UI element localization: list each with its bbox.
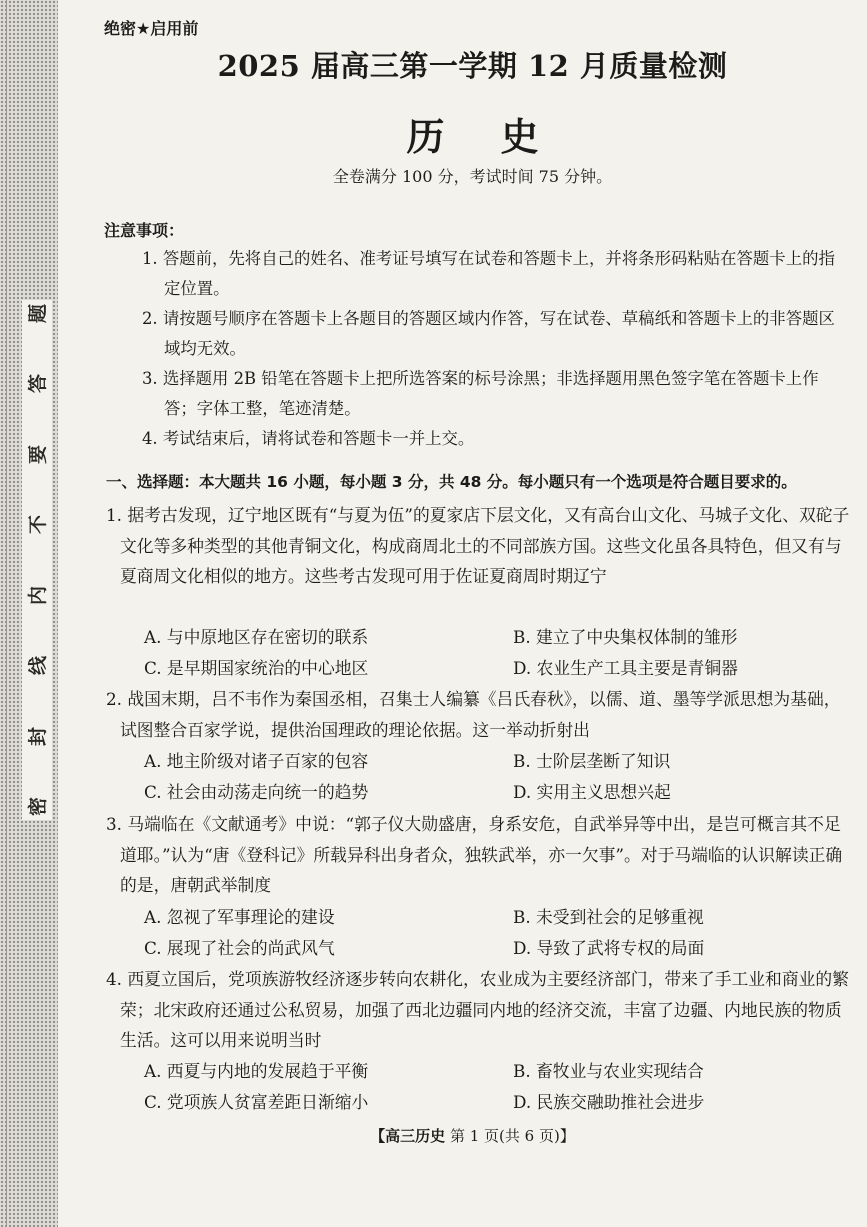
question-option: A. 忽视了军事理论的建设 xyxy=(144,907,335,927)
seal-line-text xyxy=(22,300,52,820)
question-option: B. 建立了中央集权体制的雏形 xyxy=(513,627,738,647)
question-option: A. 地主阶级对诸子百家的包容 xyxy=(144,751,369,771)
question-option: A. 西夏与内地的发展趋于平衡 xyxy=(144,1061,369,1081)
question-option: C. 展现了社会的尚武风气 xyxy=(144,938,335,958)
seal-char: 密 xyxy=(27,796,50,816)
notice-heading: 注意事项： xyxy=(104,221,185,240)
question-stem: 2. 战国末期，吕不韦作为秦国丞相，召集士人编纂《吕氏春秋》，以儒、道、墨等学派思想为基础，试图整合百家学说，提供治国理政的理论依据。这一举动折射出 xyxy=(106,689,841,740)
seal-char: 题 xyxy=(27,303,50,324)
page-footer xyxy=(100,1125,845,1146)
notice-item: 1. 答题前，先将自己的姓名、准考证号填写在试卷和答题卡上，并将条形码粘贴在答题卡上的指定位置。 xyxy=(142,249,835,298)
secret-mark: 绝密★启用前 xyxy=(104,19,199,38)
notice-item: 4. 考试结束后，请将试卷和答题卡一并上交。 xyxy=(142,429,475,448)
seal-char: 内 xyxy=(27,585,50,605)
footer-tag: 【高三历史 xyxy=(370,1127,446,1145)
question-option: A. 与中原地区存在密切的联系 xyxy=(144,627,369,647)
exam-info: 全卷满分 100 分，考试时间 75 分钟。 xyxy=(332,167,613,186)
seal-char: 不 xyxy=(27,515,50,535)
footer-page-number: 第 1 页(共 6 页)】 xyxy=(449,1127,575,1145)
question-stem: 4. 西夏立国后，党项族游牧经济逐步转向农耕化，农业成为主要经济部门，带来了手工业和商业的繁荣；北宋政府还通过公私贸易，加强了西北边疆同内地的经济交流，丰富了边疆、内地民族的物质生活。这可以用来说明当时 xyxy=(106,969,849,1050)
notice-item: 2. 请按题号顺序在答题卡上各题目的答题区域内作答，写在试卷、草稿纸和答题卡上的非答题区域均无效。 xyxy=(142,309,835,358)
question-option: B. 未受到社会的足够重视 xyxy=(513,907,704,927)
exam-page xyxy=(100,0,850,1227)
seal-char: 要 xyxy=(27,444,50,464)
notice-item: 3. 选择题用 2B 铅笔在答题卡上把所选答案的标号涂黑；非选择题用黑色签字笔在答题卡上作答；字体工整，笔迹清楚。 xyxy=(142,369,819,418)
question-option: B. 畜牧业与农业实现结合 xyxy=(513,1061,704,1081)
binding-strip xyxy=(0,0,58,1227)
question-option: B. 士阶层垄断了知识 xyxy=(513,751,671,771)
question-option: D. 导致了武将专权的局面 xyxy=(513,938,705,958)
question-stem: 3. 马端临在《文献通考》中说：“郭子仪大勋盛唐，身系安危，自武举异等中出，是岂可概言其不足道耶。”认为“唐《登科记》所载异科出身者众，独轶武举，亦一欠事”。对于马端临的认识解读正确的是，唐朝武举制度 xyxy=(106,814,843,895)
seal-char: 线 xyxy=(27,656,50,676)
question-option: D. 农业生产工具主要是青铜器 xyxy=(513,658,738,678)
question-option: D. 实用主义思想兴起 xyxy=(513,782,671,802)
question-option: D. 民族交融助推社会进步 xyxy=(513,1092,705,1112)
seal-char: 答 xyxy=(27,374,50,394)
question-stem: 1. 据考古发现，辽宁地区既有“与夏为伍”的夏家店下层文化，又有高台山文化、马城子文化、双砣子文化等多种类型的其他青铜文化，构成商周北土的不同部族方国。这些文化虽各具特色，但又有与夏商周文化相似的地方。这些考古发现可用于佐证夏商周时期辽宁 xyxy=(106,505,850,586)
question-option: C. 是早期国家统治的中心地区 xyxy=(144,658,369,678)
section-heading: 一、选择题：本大题共 16 小题，每小题 3 分，共 48 分。每小题只有一个选项是符合题目要求的。 xyxy=(106,473,797,491)
question-option: C. 社会由动荡走向统一的趋势 xyxy=(144,782,369,802)
subject-title: 历史 xyxy=(406,115,595,159)
exam-title: 2025 届高三第一学期 12 月质量检测 xyxy=(217,49,728,83)
question-option: C. 党项族人贫富差距日渐缩小 xyxy=(144,1092,369,1112)
seal-char: 封 xyxy=(27,726,50,746)
notice-list xyxy=(142,244,842,454)
